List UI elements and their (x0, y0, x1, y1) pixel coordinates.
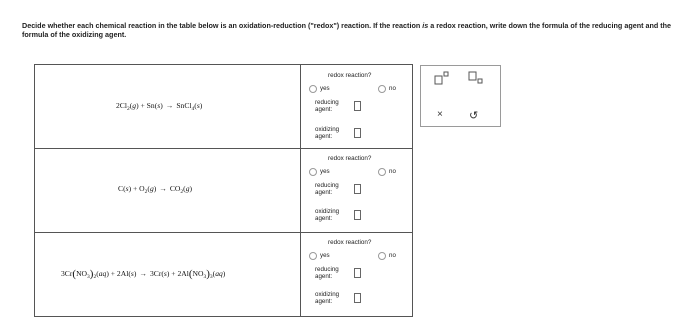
answer-cell (301, 149, 412, 232)
reducing-agent-input[interactable] (354, 101, 361, 111)
no-radio[interactable] (378, 85, 386, 93)
redox-question-label: redox reaction? (328, 239, 372, 246)
reaction-equation: $3Cr(NO_3)_2(aq) + 2Al(s) \to 3Cr(s) + 2Al(NO_3)_3(aq)$ (61, 268, 226, 280)
table-row (35, 233, 412, 316)
equation-cell (35, 65, 301, 148)
equation-cell (35, 233, 301, 316)
reducing-agent-input[interactable] (354, 268, 361, 278)
equation-cell (35, 149, 301, 232)
undo-icon[interactable]: ↺ (469, 110, 479, 122)
reaction-table (34, 64, 413, 317)
reducing-agent-input[interactable] (354, 184, 361, 194)
oxidizing-agent-label: oxidizing agent: (315, 126, 340, 141)
oxidizing-agent-input[interactable] (354, 128, 361, 138)
no-label: no (389, 252, 396, 259)
oxidizing-agent-input[interactable] (354, 293, 361, 303)
yes-radio[interactable] (309, 252, 317, 260)
superscript-icon[interactable] (433, 71, 451, 85)
yes-label: yes (320, 252, 330, 259)
no-label: no (389, 85, 396, 92)
redox-question-label: redox reaction? (328, 155, 372, 162)
redox-question-label: redox reaction? (328, 72, 372, 79)
reducing-agent-label: reducing agent: (315, 266, 339, 281)
oxidizing-agent-input[interactable] (354, 210, 361, 220)
yes-label: yes (320, 85, 330, 92)
reducing-agent-label: reducing agent: (315, 99, 339, 114)
instructions-text: Decide whether each chemical reaction in the table below is an oxidation-reduction ("redox") reaction. If the reaction is a redox reaction, write down the formula of the reducing agent and the formula of the oxidizing agent. (22, 21, 672, 39)
answer-tools-panel (420, 65, 501, 127)
yes-label: yes (320, 168, 330, 175)
answer-cell (301, 233, 412, 316)
answer-cell (301, 65, 412, 148)
reaction-equation: $2Cl_2(g) + Sn(s)$ → SnCl$_4$(s) (116, 101, 203, 112)
clear-icon[interactable]: × (437, 109, 443, 120)
yes-radio[interactable] (309, 85, 317, 93)
oxidizing-agent-label: oxidizing agent: (315, 291, 340, 306)
subscript-icon[interactable] (467, 71, 485, 85)
oxidizing-agent-label: oxidizing agent: (315, 208, 340, 223)
no-label: no (389, 168, 396, 175)
reducing-agent-label: reducing agent: (315, 182, 339, 197)
table-row (35, 149, 412, 233)
reaction-equation: $C(s) + O_2(g) \to CO_2(g)$ (118, 184, 193, 195)
no-radio[interactable] (378, 168, 386, 176)
table-row (35, 65, 412, 149)
no-radio[interactable] (378, 252, 386, 260)
yes-radio[interactable] (309, 168, 317, 176)
